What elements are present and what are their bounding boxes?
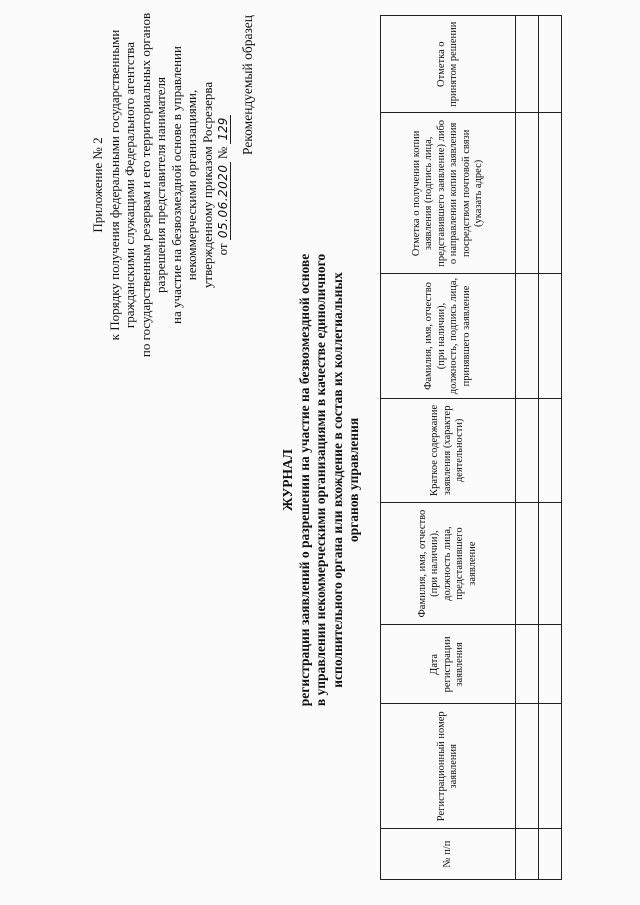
header-cell-applicant: Фамилия, имя, отчество (при наличии), должность лица, представившего заявление (381, 502, 516, 624)
table-cell (516, 502, 539, 624)
appendix-line: гражданскими служащими Федерального агентства (122, 41, 137, 329)
journal-table (380, 15, 562, 880)
appendix-line: разрешения представителя нанимателя (153, 76, 168, 294)
table-cell (539, 829, 562, 880)
header-cell-copy-mark: Отметка о получении копии заявления (подпись лица, представившего заявление) либо о направлении копии заявления посредством почтовой связи (указать адрес) (381, 113, 516, 274)
table-cell (539, 16, 562, 113)
table-row (516, 16, 539, 880)
handwritten-number: 129 (216, 115, 231, 144)
table-row (539, 16, 562, 880)
order-date-line (215, 5, 232, 365)
appendix-line: на участие на безвозмездной основе в управлении (168, 46, 184, 324)
table-cell (539, 704, 562, 829)
title-heading: ЖУРНАЛ (280, 449, 295, 511)
appendix-line: утвержденному приказом Росрезерва (199, 81, 215, 289)
table-cell (516, 398, 539, 502)
header-cell-registration-number: Регистрационный номер заявления (381, 704, 516, 829)
title-line: регистрации заявлений о разрешении на участие на безвозмездной основе (296, 253, 312, 707)
header-cell-number: № п/п (381, 829, 516, 880)
table-cell (539, 113, 562, 274)
appendix-line: к Порядку получения федеральными государственными (106, 29, 122, 341)
table-cell (516, 829, 539, 880)
recommended-sample-label: Рекомендуемый образец (240, 15, 255, 156)
table-cell (516, 625, 539, 704)
table-cell (539, 274, 562, 399)
table-header-row (381, 16, 516, 880)
header-cell-receiver: Фамилия, имя, отчество (при наличии), должность, подпись лица, принявшего заявление (381, 274, 516, 399)
table-cell (516, 274, 539, 399)
table-cell (516, 16, 539, 113)
header-cell-decision-mark: Отметка о принятом решении (381, 16, 516, 113)
title-line: органов управления (346, 417, 361, 543)
date-prefix: от (215, 243, 230, 256)
appendix-number: Приложение № 2 (90, 137, 105, 233)
appendix-block (90, 5, 232, 365)
title-line: исполнительного органа или вхождение в состав их коллегиальных (329, 272, 345, 688)
journal-title (280, 100, 363, 860)
appendix-line: некоммерческими организациями, (184, 89, 199, 281)
handwritten-date: 05.06.2020 (216, 164, 230, 239)
header-cell-registration-date: Дата регистрации заявления (381, 625, 516, 704)
header-cell-summary: Краткое содержание заявления (характер деятельности) (381, 398, 516, 502)
table-cell (516, 704, 539, 829)
table-cell (539, 625, 562, 704)
table-cell (516, 113, 539, 274)
appendix-line: по государственным резервам и его территориальных органов (137, 12, 153, 358)
number-prefix: № (215, 146, 230, 160)
table-cell (539, 398, 562, 502)
table-cell (539, 502, 562, 624)
title-line: в управлении некоммерческими организациями в качестве единоличного (313, 253, 328, 707)
